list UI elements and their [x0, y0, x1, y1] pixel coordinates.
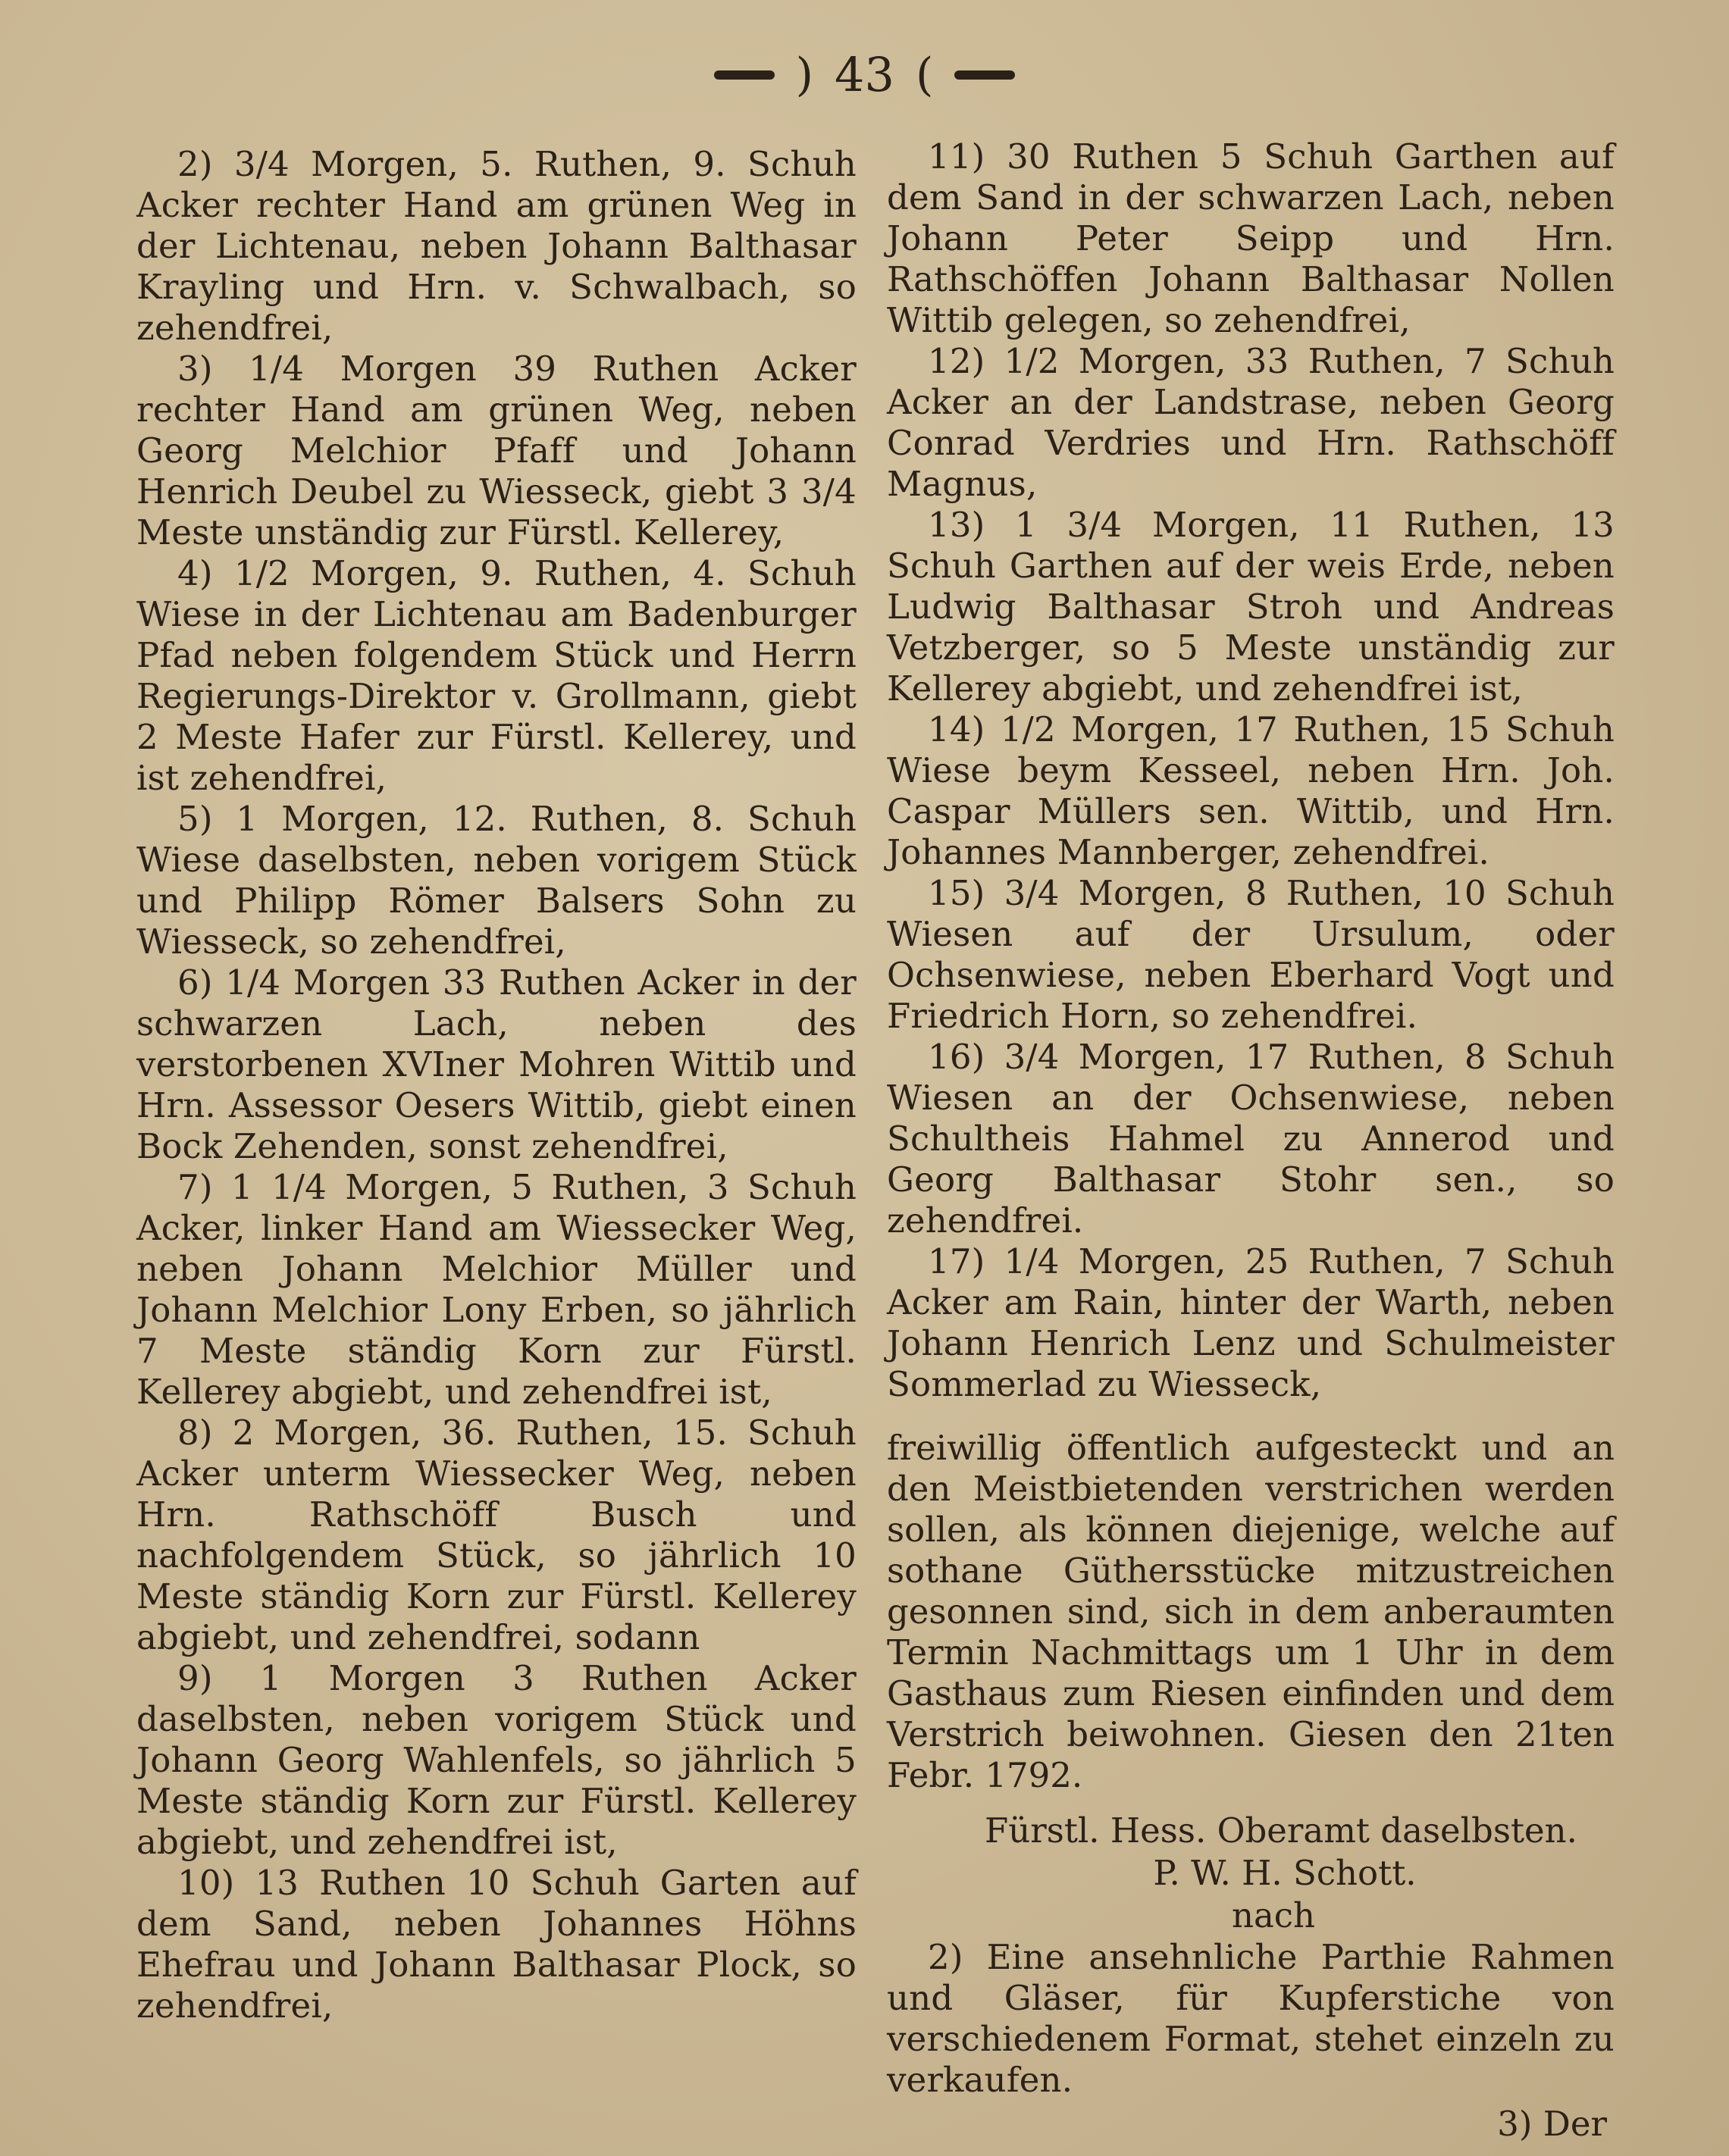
signature-office: Fürstl. Hess. Oberamt daselbsten.: [985, 1810, 1577, 1851]
list-item: 17) 1/4 Morgen, 25 Ruthen, 7 Schuh Acker am Rain, hinter der Warth, neben Johann Henrich Lenz und Schulmeister Sommerlad zu Wiesseck,: [887, 1241, 1615, 1404]
list-item: 6) 1/4 Morgen 33 Ruthen Acker in der schwarzen Lach, neben des verstorbenen XVIner Mohren Wittib und Hrn. Assessor Oesers Wittib, giebt einen Bock Zehenden, sonst zehendfrei,: [136, 962, 857, 1166]
header-left-rule: [714, 70, 775, 80]
list-item: 11) 30 Ruthen 5 Schuh Garthen auf dem Sand in der schwarzen Lach, neben Johann Peter Seipp und Hrn. Rathschöffen Johann Balthasar Nollen Wittib gelegen, so zehendfrei,: [887, 136, 1615, 340]
second-notice: 2) Eine ansehnliche Parthie Rahmen und Gläser, für Kupferstiche von verschiedenem Format, stehet einzeln zu verkaufen.: [887, 1937, 1615, 2100]
page-number: 43: [835, 47, 894, 102]
list-item: 12) 1/2 Morgen, 33 Ruthen, 7 Schuh Acker an der Landstrase, neben Georg Conrad Verdries und Hrn. Rathschöff Magnus,: [887, 341, 1615, 504]
list-item: 13) 1 3/4 Morgen, 11 Ruthen, 13 Schuh Garthen auf der weis Erde, neben Ludwig Balthasar Stroh und Andreas Vetzberger, so 5 Meste unständig zur Kellerey abgiebt, und zehendfrei ist,: [887, 505, 1615, 709]
header-close-paren: (: [915, 48, 934, 102]
page-header: [0, 47, 1729, 102]
header-right-rule: [954, 70, 1015, 80]
list-item: 5) 1 Morgen, 12. Ruthen, 8. Schuh Wiese daselbsten, neben vorigem Stück und Philipp Römer Balsers Sohn zu Wiesseck, so zehendfrei,: [136, 799, 857, 962]
left-column: [136, 144, 857, 2026]
list-item: 7) 1 1/4 Morgen, 5 Ruthen, 3 Schuh Acker, linker Hand am Wiessecker Weg, neben Johann Melchior Müller und Johann Melchior Lony Erben, so jährlich 7 Meste ständig Korn zur Fürstl. Kellerey abgiebt, und zehendfrei ist,: [136, 1167, 857, 1412]
right-column: [887, 136, 1615, 2145]
list-item: 14) 1/2 Morgen, 17 Ruthen, 15 Schuh Wiese beym Kesseel, neben Hrn. Joh. Caspar Müllers sen. Wittib, und Hrn. Johannes Mannberger, zehendfrei.: [887, 709, 1615, 872]
header-open-paren: ): [795, 48, 814, 102]
list-item: 2) 3/4 Morgen, 5. Ruthen, 9. Schuh Acker rechter Hand am grünen Weg in der Lichtenau, neben Johann Balthasar Krayling und Hrn. v. Schwalbach, so zehendfrei,: [136, 144, 857, 348]
catchword: 3) Der: [1497, 2104, 1607, 2144]
list-item: 8) 2 Morgen, 36. Ruthen, 15. Schuh Acker unterm Wiessecker Weg, neben Hrn. Rathschöff Busch und nachfolgendem Stück, so jährlich 10 Meste ständig Korn zur Fürstl. Kellerey abgiebt, und zehendfrei, sodann: [136, 1413, 857, 1657]
list-item: 10) 13 Ruthen 10 Schuh Garten auf dem Sand, neben Johannes Höhns Ehefrau und Johann Balthasar Plock, so zehendfrei,: [136, 1863, 857, 2026]
list-item: 16) 3/4 Morgen, 17 Ruthen, 8 Schuh Wiesen an der Ochsenwiese, neben Schultheis Hahmel zu Annerod und Georg Balthasar Stohr sen., so zehendfrei.: [887, 1037, 1615, 1241]
list-item: 15) 3/4 Morgen, 8 Ruthen, 10 Schuh Wiesen auf der Ursulum, oder Ochsenwiese, neben Eberhard Vogt und Friedrich Horn, so zehendfrei.: [887, 873, 1615, 1036]
list-item: 3) 1/4 Morgen 39 Ruthen Acker rechter Hand am grünen Weg, neben Georg Melchior Pfaff und Johann Henrich Deubel zu Wiesseck, giebt 3 3/4 Meste unständig zur Fürstl. Kellerey,: [136, 349, 857, 552]
list-item: 4) 1/2 Morgen, 9. Ruthen, 4. Schuh Wiese in der Lichtenau am Badenburger Pfad neben folgendem Stück und Herrn Regierungs-Direktor v. Grollmann, giebt 2 Meste Hafer zur Fürstl. Kellerey, und ist zehendfrei,: [136, 553, 857, 798]
signature-nach: nach: [1232, 1895, 1315, 1935]
signature-name: P. W. H. Schott.: [1153, 1853, 1417, 1893]
closing-paragraph: freiwillig öffentlich aufgesteckt und an den Meistbietenden verstrichen werden sollen, als können diejenige, welche auf sothane Güthersstücke mitzustreichen gesonnen sind, sich in dem anberaumten Termin Nachmittags um 1 Uhr in dem Gasthaus zum Riesen einfinden und dem Verstrich beiwohnen. Giesen den 21ten Febr. 1792.: [887, 1428, 1615, 1795]
list-item: 9) 1 Morgen 3 Ruthen Acker daselbsten, neben vorigem Stück und Johann Georg Wahlenfels, so jährlich 5 Meste ständig Korn zur Fürstl. Kellerey abgiebt, und zehendfrei ist,: [136, 1658, 857, 1862]
